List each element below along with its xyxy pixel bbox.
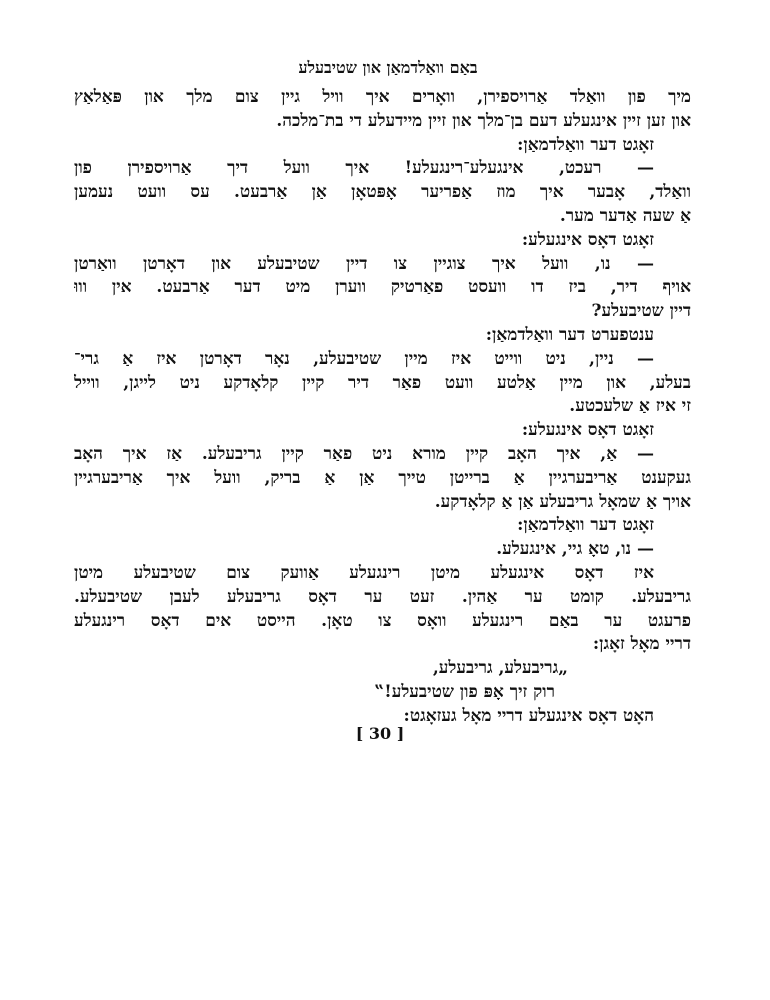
text-line: זאָגט דער וואַלדמאַן: <box>517 134 654 155</box>
text-line: זאָגט דאָס אינגעלע: <box>521 420 654 441</box>
text-line: ענטפערט דער וואַלדמאַן: <box>485 324 654 345</box>
text-line: גריבעלע. קומט ער אַהין. זעט ער דאָס גריבעלע לעבן שטיבעלע. <box>74 586 691 607</box>
text-line: — ניין, ניט ווייט איז מיין שטיבעלע, נאָר דאָרטן איז אַ גרי־ <box>74 348 654 369</box>
text-line: אויך אַ שמאָל גריבעלע אַן אַ קלאָדקע. <box>434 491 691 512</box>
text-line: זאָגט דער וואַלדמאַן: <box>517 515 654 536</box>
text-line: — נו, וועל איך צוגיין צו דיין שטיבעלע און דאָרטן וואַרטן <box>74 253 654 274</box>
text-line: און זען זיין אינגעלע דעם בן־מלך און זיין מיידעלע די בת־מלכה. <box>276 110 691 131</box>
text-line: געקענט אַריבערגיין אַ ברייטן טייך אַן אַ בריק, וועל איך אַריבערגיין <box>74 467 691 488</box>
text-line: „גריבעלע, גריבעלע, <box>432 658 568 679</box>
text-line: פרעגט ער באַם רינגעלע וואָס צו טאָן. הייסט אים דאָס רינגעלע <box>74 610 691 631</box>
page-number: [ 30 ] <box>355 724 405 743</box>
text-line: — אַ, איך האָב קיין מורא ניט פאַר קיין גריבעלע. אַז איך האָב <box>74 443 654 464</box>
text-line: וואַלד, אָבער איך מוז אַפריער אָפּטאָן אַן אַרבעט. עס וועט נעמען <box>74 182 691 203</box>
text-line: דיין שטיבעלע? <box>591 301 691 322</box>
text-line: דריי מאָל זאָגן: <box>592 634 691 655</box>
text-line: בעלע, און מיין אַלטע וועט פאַר דיר קיין קלאָדקע ניט לייגן, ווייל <box>74 372 691 393</box>
text-line: רוק זיך אָפּ פון שטיבעלע!‟ <box>374 681 555 702</box>
text-line: — נו, טאָ גיי, אינגעלע. <box>496 539 654 560</box>
text-line: אויף דיר, ביז דו וועסט פאַרטיק ווערן מיט דער אַרבעט. אין וווּ <box>74 277 691 298</box>
running-header: באַם וואַלדמאַן און שטיבעלע <box>298 58 478 77</box>
text-line: — רעכט, אינגעלע־רינגעלע! איך וועל דיך אַרויספירן פון <box>74 158 654 179</box>
body-text <box>74 86 691 729</box>
text-line: זי איז אַ שלעכטע. <box>569 396 691 417</box>
text-line: מיך פון וואַלד אַרויספירן, וואָרים איך וויל גיין צום מלך און פּאַלאַץ <box>74 87 691 107</box>
text-line: אַ שעה אַדער מער. <box>559 205 691 226</box>
text-line: איז דאָס אינגעלע מיטן רינגעלע אַוועק צום שטיבעלע מיטן <box>74 562 654 583</box>
text-line: האָט דאָס אינגעלע דריי מאָל געזאָגט: <box>403 705 654 726</box>
text-line: זאָגט דאָס אינגעלע: <box>521 229 654 250</box>
